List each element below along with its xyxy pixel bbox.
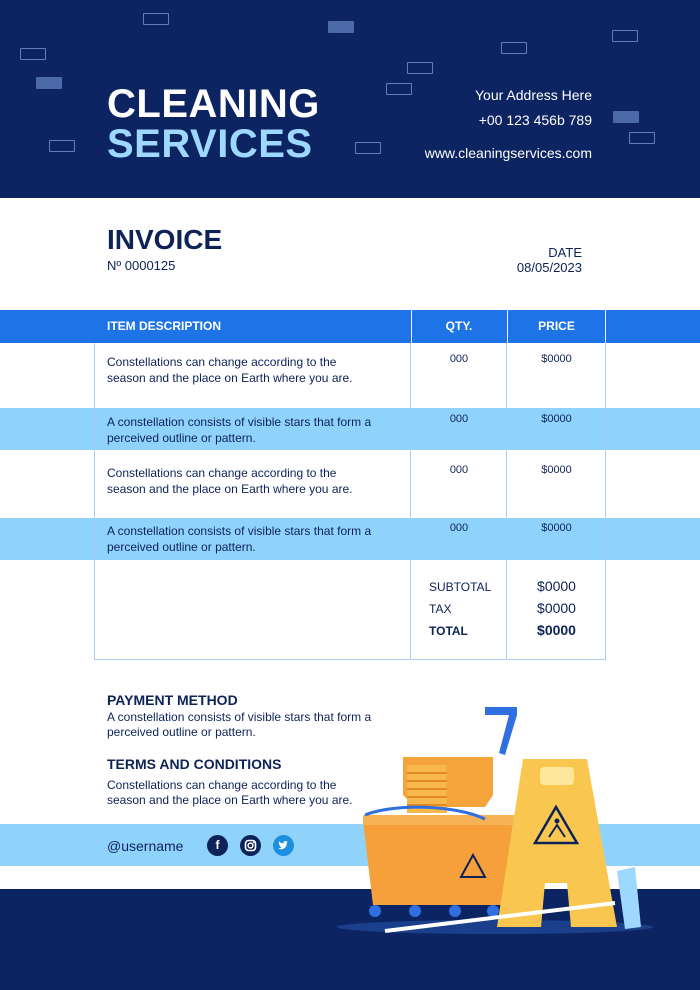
decor-brick <box>612 30 638 42</box>
brand-line-2: SERVICES <box>107 122 313 166</box>
tax-value: $0000 <box>537 600 576 616</box>
header-divider <box>411 310 412 343</box>
contact-phone: +00 123 456b 789 <box>478 112 592 128</box>
row-4-price: $0000 <box>541 522 572 534</box>
invoice-number: Nº 0000125 <box>107 258 176 273</box>
subtotal-value: $0000 <box>537 578 576 594</box>
decor-brick <box>49 140 75 152</box>
facebook-icon[interactable]: f <box>207 835 228 856</box>
total-label: TOTAL <box>429 624 468 638</box>
sign-handle <box>540 767 574 785</box>
date-label: DATE <box>548 245 582 260</box>
wheel <box>369 905 381 917</box>
wheel <box>449 905 461 917</box>
terms-text: Constellations can change according to the season and the place on Earth where you are. <box>107 778 353 807</box>
row-2-description: A constellation consists of visible stars that form a perceived outline or pattern. <box>107 415 372 445</box>
date-value: 08/05/2023 <box>516 260 582 275</box>
decor-brick <box>629 132 655 144</box>
row-2-qty: 000 <box>449 413 469 425</box>
payment-heading: PAYMENT METHOD <box>107 692 238 708</box>
decor-brick <box>328 21 354 33</box>
header-divider <box>605 310 606 343</box>
brand-line-1: CLEANING <box>107 82 320 126</box>
header-qty: QTY. <box>445 319 473 333</box>
contact-website[interactable]: www.cleaningservices.com <box>424 145 592 161</box>
brand-title <box>107 84 320 164</box>
instagram-icon[interactable] <box>240 835 261 856</box>
broom-head <box>617 867 641 929</box>
row-3-qty: 000 <box>449 464 469 476</box>
mop-handle <box>485 707 517 755</box>
decor-brick <box>36 77 62 89</box>
header <box>0 0 700 198</box>
row-2-price: $0000 <box>541 413 572 425</box>
table-header <box>0 310 700 343</box>
wheel <box>409 905 421 917</box>
header-divider <box>507 310 508 343</box>
row-1-price: $0000 <box>541 353 572 365</box>
twitter-icon[interactable] <box>273 835 294 856</box>
row-4-qty: 000 <box>449 522 469 534</box>
decor-brick <box>143 13 169 25</box>
header-description: ITEM DESCRIPTION <box>107 319 222 333</box>
decor-brick <box>355 142 381 154</box>
social-username[interactable]: @username <box>107 838 184 854</box>
row-3-description: Constellations can change according to the season and the place on Earth where you are. <box>107 466 353 496</box>
total-value: $0000 <box>537 622 576 638</box>
header-price: PRICE <box>538 319 575 333</box>
cleaning-cart-illustration <box>335 695 675 940</box>
subtotal-label: SUBTOTAL <box>429 580 492 594</box>
decor-brick <box>407 62 433 74</box>
decor-brick <box>613 111 639 123</box>
row-4-description: A constellation consists of visible stars that form a perceived outline or pattern. <box>107 524 372 554</box>
decor-brick <box>20 48 46 60</box>
table-border-left <box>94 343 95 660</box>
row-3-price: $0000 <box>541 464 572 476</box>
mop-bucket <box>363 821 513 905</box>
contact-address: Your Address Here <box>475 87 592 103</box>
row-1-description: Constellations can change according to the season and the place on Earth where you are. <box>107 355 353 385</box>
decor-brick <box>386 83 412 95</box>
tax-label: TAX <box>429 602 452 616</box>
invoice-title: INVOICE <box>107 224 223 255</box>
terms-heading: TERMS AND CONDITIONS <box>107 756 282 772</box>
decor-brick <box>501 42 527 54</box>
contact-block <box>425 86 592 163</box>
table-border-bottom <box>94 659 606 660</box>
bucket-rim <box>363 815 515 825</box>
payment-text: A constellation consists of visible stars that form a perceived outline or pattern. <box>107 710 372 739</box>
row-1-qty: 000 <box>449 353 469 365</box>
wheel <box>487 905 499 917</box>
table-divider-qty <box>410 343 411 660</box>
